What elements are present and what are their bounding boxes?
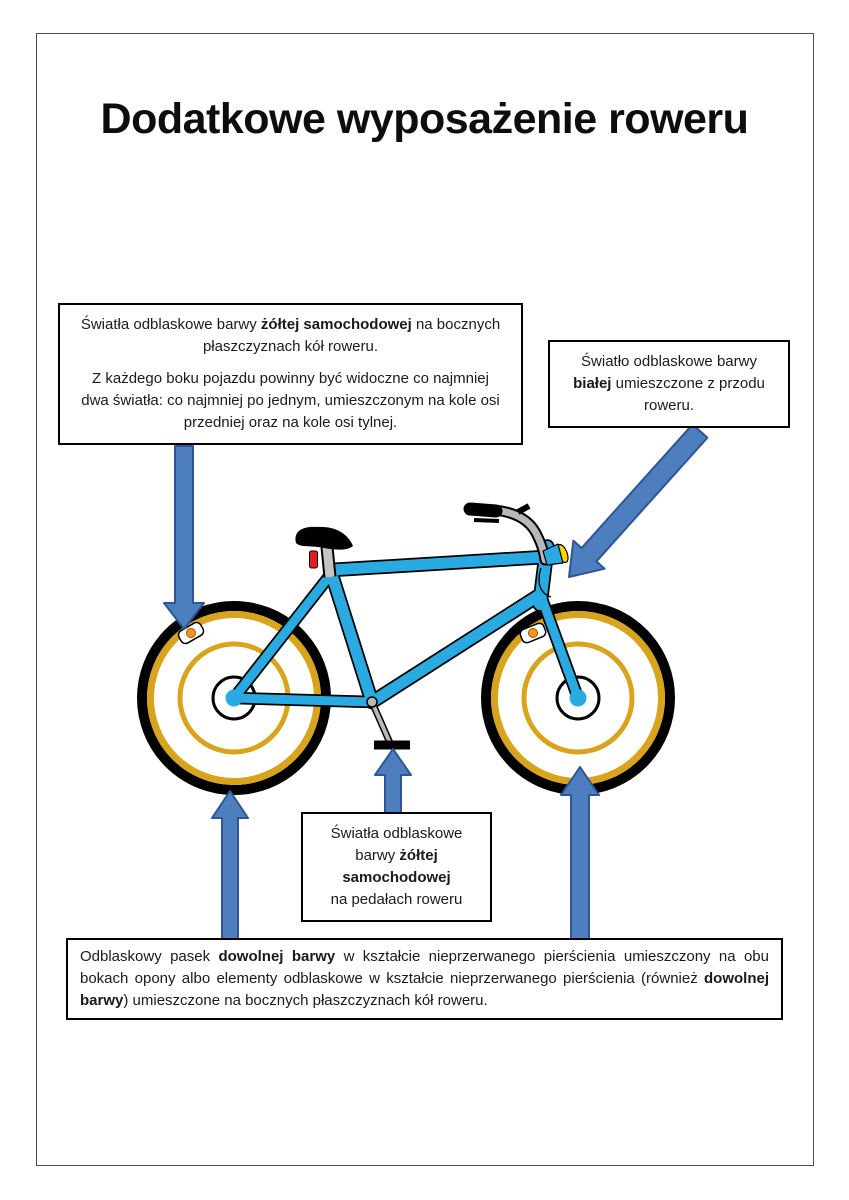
arrow-front-light — [569, 424, 707, 577]
arrow-pedal-lights — [375, 749, 411, 813]
page-title: Dodatkowe wyposażenie roweru — [100, 95, 749, 143]
callout-tire-stripe: Odblaskowy pasek dowolnej barwy w kształcie nieprzerwanego pierścienia umieszczony na obu bokach opony albo elementy odblaskowe w kształcie nieprzerwanego pierścienia (również dowolnej barwy) umieszczone na bocznych płaszczyznach kół roweru. — [66, 938, 783, 1020]
callout-front-light: Światło odblaskowe barwy białej umieszczone z przodu roweru. — [548, 340, 790, 428]
arrow-tire-stripe-rear — [212, 791, 248, 939]
arrow-tire-stripe-front — [561, 767, 599, 939]
callout-side-lights: Światła odblaskowe barwy żółtej samochodowej na bocznych płaszczyznach kół roweru. Z każdego boku pojazdu powinny być widoczne co najmniej dwa światła: co najmniej po jednym, umieszczonym na kole osi przedniej oraz na kole osi tylnej. — [58, 303, 523, 445]
arrow-side-lights — [164, 446, 204, 629]
callout-pedal-lights: Światła odblaskowe barwy żółtej samochodowej na pedałach roweru — [301, 812, 492, 922]
